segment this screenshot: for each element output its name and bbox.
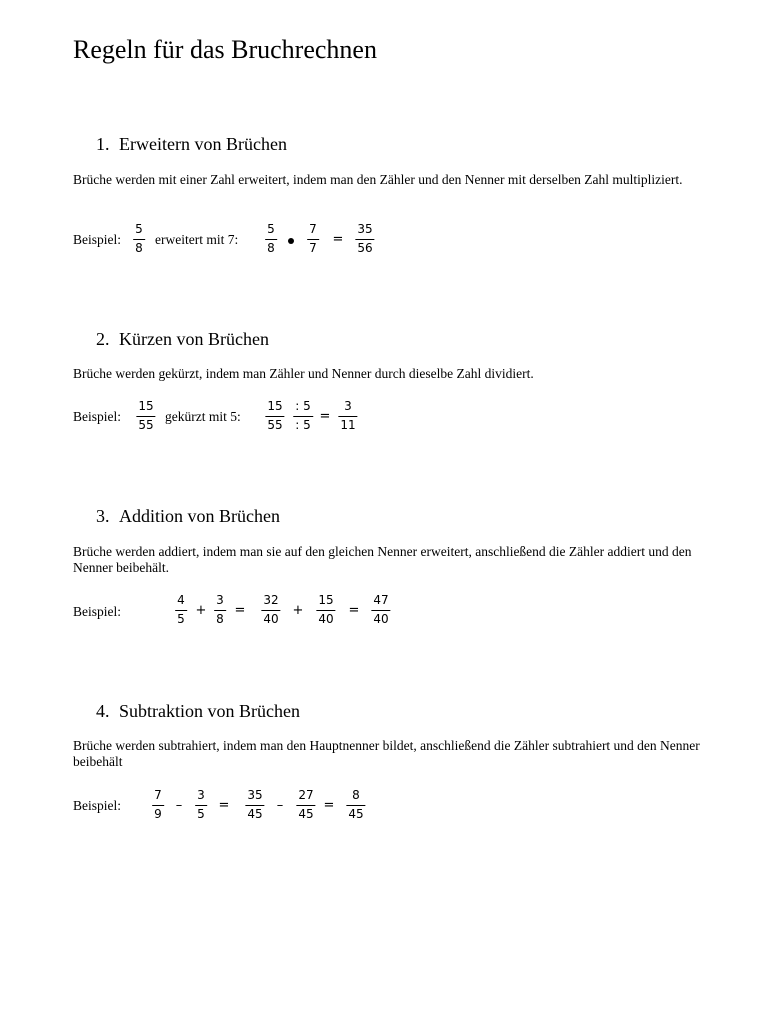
equals-operator: = — [348, 603, 360, 618]
fraction-bar — [261, 610, 280, 611]
numerator: 32 — [263, 593, 279, 607]
fraction — [316, 593, 335, 627]
fraction — [195, 788, 207, 822]
fraction — [346, 788, 365, 822]
denominator: 5 — [177, 612, 185, 626]
fraction-bar — [371, 610, 390, 611]
numerator: 47 — [373, 593, 389, 607]
equals-operator: = — [323, 798, 335, 813]
section-number: 2. — [96, 329, 110, 349]
numerator: 35 — [357, 222, 373, 236]
fraction-bar — [355, 239, 374, 240]
section-heading-kuerzen — [96, 328, 269, 350]
fraction — [133, 222, 145, 256]
section-number: 1. — [96, 134, 110, 154]
numerator: 7 — [309, 222, 317, 236]
denominator: 8 — [135, 241, 143, 255]
section-number: 3. — [96, 506, 110, 526]
fraction — [307, 222, 319, 256]
fraction-bar — [133, 239, 145, 240]
denominator: 11 — [340, 418, 356, 432]
numerator: 3 — [216, 593, 224, 607]
section-text: Brüche werden gekürzt, indem man Zähler und Nenner durch dieselbe Zahl dividiert. — [73, 366, 534, 381]
section-title: Subtraktion von Brüchen — [119, 701, 300, 721]
example-label: Beispiel: — [73, 604, 121, 619]
fraction-bar — [152, 805, 164, 806]
fraction — [214, 593, 226, 627]
fraction-bar — [316, 610, 335, 611]
page-title: Regeln für das Bruchrechnen — [73, 35, 377, 64]
denominator: 40 — [318, 612, 334, 626]
fraction-bar — [245, 805, 264, 806]
denominator: 40 — [263, 612, 279, 626]
minus-operator: – — [276, 798, 284, 813]
fraction — [265, 399, 284, 433]
fraction-bar — [307, 239, 319, 240]
multiply-operator — [288, 238, 294, 244]
numerator: 3 — [197, 788, 205, 802]
section-title: Kürzen von Brüchen — [119, 329, 269, 349]
numerator: 15 — [318, 593, 334, 607]
equals-operator: = — [234, 603, 246, 618]
fraction-bar — [293, 416, 313, 417]
fraction — [136, 399, 155, 433]
section-text: Brüche werden mit einer Zahl erweitert, indem man den Zähler und den Nenner mit derselben Zahl multipliziert. — [73, 172, 683, 187]
section-number: 4. — [96, 701, 110, 721]
numerator: 8 — [352, 788, 360, 802]
numerator: 27 — [298, 788, 314, 802]
denominator: 45 — [247, 807, 263, 821]
denominator: 45 — [298, 807, 314, 821]
numerator: 3 — [344, 399, 352, 413]
section-heading-erweitern — [96, 133, 287, 155]
plus-operator: + — [195, 603, 207, 618]
plus-operator: + — [292, 603, 304, 618]
fraction — [355, 222, 374, 256]
section-title: Erweitern von Brüchen — [119, 134, 287, 154]
fraction-bar — [338, 416, 357, 417]
numerator: 15 — [267, 399, 283, 413]
numerator: 15 — [138, 399, 154, 413]
denominator: 7 — [309, 241, 317, 255]
example-phrase: erweitert mit 7: — [155, 232, 239, 247]
example-phrase: gekürzt mit 5: — [165, 409, 241, 424]
numerator: 4 — [177, 593, 185, 607]
example-label: Beispiel: — [73, 798, 121, 813]
fraction-bar — [296, 805, 315, 806]
example-label: Beispiel: — [73, 409, 121, 424]
numerator: 5 — [267, 222, 275, 236]
section-text: Brüche werden subtrahiert, indem man den Hauptnenner bildet, anschließend die Zähler subtrahiert und den Nenner beibehält — [73, 738, 700, 769]
fraction — [245, 788, 264, 822]
denominator: 56 — [357, 241, 373, 255]
fraction — [371, 593, 390, 627]
fraction — [296, 788, 315, 822]
divisor-fraction — [293, 399, 313, 433]
fraction-bar — [346, 805, 365, 806]
denominator: 5 — [197, 807, 205, 821]
equals-operator: = — [332, 232, 344, 247]
fraction — [261, 593, 280, 627]
denominator: 55 — [267, 418, 283, 432]
denominator: 55 — [138, 418, 154, 432]
fraction — [152, 788, 164, 822]
section-text: Brüche werden addiert, indem man sie auf den gleichen Nenner erweitert, anschließend die Zähler addiert und den Nenner beibehält. — [73, 544, 692, 575]
fraction-bar — [265, 239, 277, 240]
fraction-bar — [214, 610, 226, 611]
denominator: 9 — [154, 807, 162, 821]
denominator: : 5 — [295, 418, 311, 432]
example-label: Beispiel: — [73, 232, 121, 247]
fraction-bar — [195, 805, 207, 806]
section-title: Addition von Brüchen — [119, 506, 280, 526]
denominator: 8 — [216, 612, 224, 626]
numerator: 7 — [154, 788, 162, 802]
minus-operator: – — [175, 798, 183, 813]
denominator: 40 — [373, 612, 389, 626]
section-heading-addition — [96, 505, 280, 527]
section-heading-subtraktion — [96, 700, 300, 722]
fraction-bar — [175, 610, 187, 611]
numerator: 5 — [135, 222, 143, 236]
denominator: 45 — [348, 807, 364, 821]
equals-operator: = — [319, 409, 331, 424]
fraction — [265, 222, 277, 256]
fraction — [338, 399, 357, 433]
fraction-bar — [265, 416, 284, 417]
equals-operator: = — [218, 798, 230, 813]
numerator: : 5 — [295, 399, 311, 413]
numerator: 35 — [247, 788, 263, 802]
denominator: 8 — [267, 241, 275, 255]
fraction — [175, 593, 187, 627]
fraction-bar — [136, 416, 155, 417]
